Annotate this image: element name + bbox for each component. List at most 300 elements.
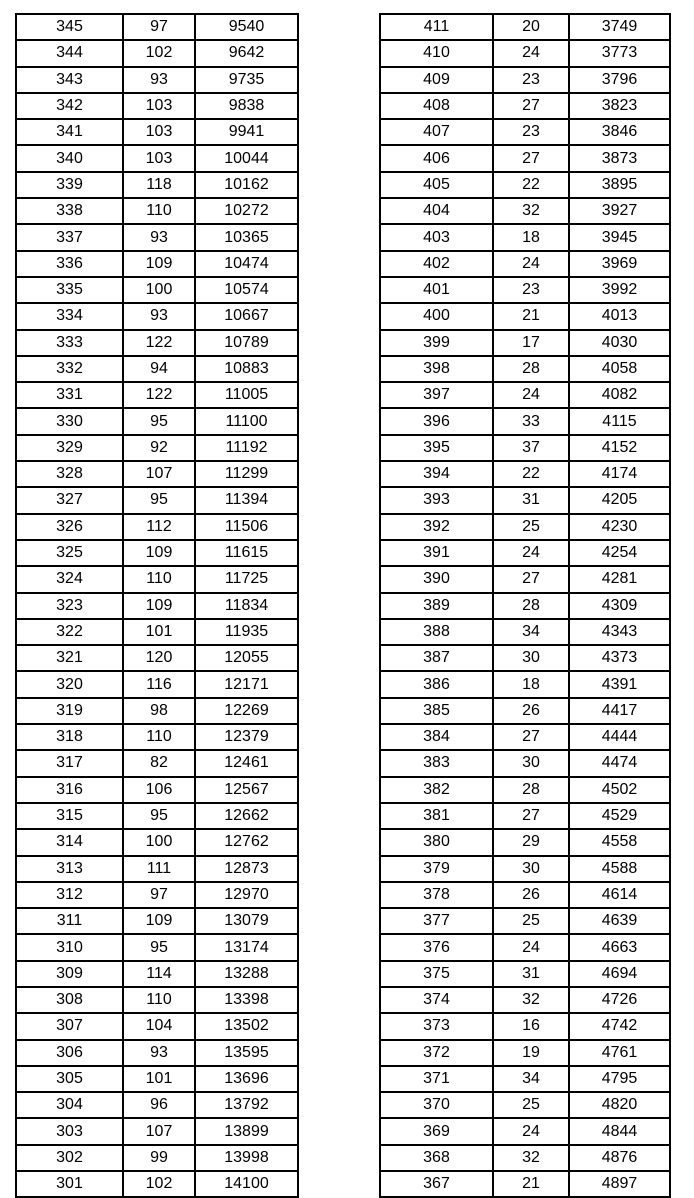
table-row bbox=[16, 1145, 298, 1171]
table-row bbox=[16, 514, 298, 540]
table-row bbox=[16, 408, 298, 434]
table-row bbox=[380, 1040, 670, 1066]
count-cell: 122 bbox=[123, 330, 195, 356]
score-cell: 368 bbox=[380, 1145, 493, 1171]
table-row bbox=[16, 829, 298, 855]
cumulative-cell: 12269 bbox=[195, 698, 298, 724]
cumulative-cell: 12461 bbox=[195, 750, 298, 776]
table-row bbox=[16, 330, 298, 356]
cumulative-cell: 4742 bbox=[569, 1013, 670, 1039]
table-row bbox=[380, 750, 670, 776]
table-row bbox=[16, 382, 298, 408]
cumulative-cell: 12762 bbox=[195, 829, 298, 855]
table-row bbox=[16, 724, 298, 750]
count-cell: 109 bbox=[123, 593, 195, 619]
score-cell: 394 bbox=[380, 461, 493, 487]
table-row bbox=[380, 1145, 670, 1171]
cumulative-cell: 12970 bbox=[195, 882, 298, 908]
table-row bbox=[380, 1013, 670, 1039]
cumulative-cell: 4343 bbox=[569, 619, 670, 645]
count-cell: 101 bbox=[123, 619, 195, 645]
count-cell: 103 bbox=[123, 93, 195, 119]
cumulative-cell: 3895 bbox=[569, 172, 670, 198]
table-row bbox=[380, 1092, 670, 1118]
score-cell: 399 bbox=[380, 330, 493, 356]
table-row bbox=[16, 856, 298, 882]
count-cell: 26 bbox=[493, 698, 569, 724]
score-cell: 373 bbox=[380, 1013, 493, 1039]
table-row bbox=[380, 356, 670, 382]
count-cell: 30 bbox=[493, 645, 569, 671]
cumulative-cell: 4391 bbox=[569, 671, 670, 697]
score-cell: 411 bbox=[380, 14, 493, 40]
count-cell: 25 bbox=[493, 1092, 569, 1118]
table-row bbox=[380, 829, 670, 855]
score-table-left bbox=[15, 13, 299, 1198]
score-cell: 388 bbox=[380, 619, 493, 645]
table-row bbox=[380, 224, 670, 250]
cumulative-cell: 4082 bbox=[569, 382, 670, 408]
cumulative-cell: 11834 bbox=[195, 593, 298, 619]
cumulative-cell: 9642 bbox=[195, 40, 298, 66]
count-cell: 94 bbox=[123, 356, 195, 382]
count-cell: 116 bbox=[123, 671, 195, 697]
score-cell: 341 bbox=[16, 119, 123, 145]
cumulative-cell: 4502 bbox=[569, 777, 670, 803]
score-cell: 311 bbox=[16, 908, 123, 934]
cumulative-cell: 12873 bbox=[195, 856, 298, 882]
cumulative-cell: 3969 bbox=[569, 251, 670, 277]
table-row bbox=[16, 803, 298, 829]
table-row bbox=[380, 198, 670, 224]
score-cell: 407 bbox=[380, 119, 493, 145]
cumulative-cell: 10474 bbox=[195, 251, 298, 277]
cumulative-cell: 13792 bbox=[195, 1092, 298, 1118]
table-row bbox=[380, 514, 670, 540]
score-cell: 378 bbox=[380, 882, 493, 908]
cumulative-cell: 11615 bbox=[195, 540, 298, 566]
cumulative-cell: 10044 bbox=[195, 145, 298, 171]
table-row bbox=[380, 382, 670, 408]
table-row bbox=[16, 1040, 298, 1066]
score-cell: 323 bbox=[16, 593, 123, 619]
table-row bbox=[16, 1092, 298, 1118]
count-cell: 23 bbox=[493, 277, 569, 303]
table-row bbox=[16, 619, 298, 645]
score-cell: 387 bbox=[380, 645, 493, 671]
cumulative-cell: 12379 bbox=[195, 724, 298, 750]
table-row bbox=[380, 856, 670, 882]
table-row bbox=[380, 803, 670, 829]
count-cell: 109 bbox=[123, 251, 195, 277]
count-cell: 27 bbox=[493, 145, 569, 171]
count-cell: 93 bbox=[123, 67, 195, 93]
score-cell: 330 bbox=[16, 408, 123, 434]
score-cell: 306 bbox=[16, 1040, 123, 1066]
table-row bbox=[380, 698, 670, 724]
count-cell: 93 bbox=[123, 224, 195, 250]
table-row bbox=[16, 67, 298, 93]
score-cell: 367 bbox=[380, 1171, 493, 1197]
table-row bbox=[380, 882, 670, 908]
score-cell: 307 bbox=[16, 1013, 123, 1039]
cumulative-cell: 3846 bbox=[569, 119, 670, 145]
cumulative-cell: 4152 bbox=[569, 435, 670, 461]
table-row bbox=[380, 671, 670, 697]
cumulative-cell: 11935 bbox=[195, 619, 298, 645]
score-cell: 372 bbox=[380, 1040, 493, 1066]
count-cell: 19 bbox=[493, 1040, 569, 1066]
count-cell: 122 bbox=[123, 382, 195, 408]
cumulative-cell: 3873 bbox=[569, 145, 670, 171]
score-cell: 304 bbox=[16, 1092, 123, 1118]
count-cell: 25 bbox=[493, 514, 569, 540]
cumulative-cell: 4897 bbox=[569, 1171, 670, 1197]
cumulative-cell: 4030 bbox=[569, 330, 670, 356]
count-cell: 22 bbox=[493, 172, 569, 198]
score-cell: 380 bbox=[380, 829, 493, 855]
count-cell: 25 bbox=[493, 908, 569, 934]
count-cell: 107 bbox=[123, 461, 195, 487]
count-cell: 21 bbox=[493, 303, 569, 329]
cumulative-cell: 4174 bbox=[569, 461, 670, 487]
table-row bbox=[380, 408, 670, 434]
count-cell: 24 bbox=[493, 1118, 569, 1144]
cumulative-cell: 3927 bbox=[569, 198, 670, 224]
score-cell: 301 bbox=[16, 1171, 123, 1197]
count-cell: 27 bbox=[493, 93, 569, 119]
table-row bbox=[380, 14, 670, 40]
cumulative-cell: 3823 bbox=[569, 93, 670, 119]
count-cell: 97 bbox=[123, 14, 195, 40]
table-row bbox=[380, 1171, 670, 1197]
count-cell: 109 bbox=[123, 540, 195, 566]
table-row bbox=[380, 540, 670, 566]
table-row bbox=[16, 14, 298, 40]
cumulative-cell: 4558 bbox=[569, 829, 670, 855]
count-cell: 17 bbox=[493, 330, 569, 356]
count-cell: 107 bbox=[123, 1118, 195, 1144]
score-cell: 408 bbox=[380, 93, 493, 119]
cumulative-cell: 12055 bbox=[195, 645, 298, 671]
score-cell: 396 bbox=[380, 408, 493, 434]
count-cell: 34 bbox=[493, 619, 569, 645]
count-cell: 110 bbox=[123, 724, 195, 750]
table-row bbox=[16, 1066, 298, 1092]
count-cell: 23 bbox=[493, 119, 569, 145]
cumulative-cell: 3945 bbox=[569, 224, 670, 250]
score-cell: 337 bbox=[16, 224, 123, 250]
table-row bbox=[380, 908, 670, 934]
table-row bbox=[16, 961, 298, 987]
table-row bbox=[16, 224, 298, 250]
cumulative-cell: 13899 bbox=[195, 1118, 298, 1144]
count-cell: 110 bbox=[123, 198, 195, 224]
cumulative-cell: 13998 bbox=[195, 1145, 298, 1171]
score-cell: 336 bbox=[16, 251, 123, 277]
score-cell: 321 bbox=[16, 645, 123, 671]
table-row bbox=[16, 566, 298, 592]
count-cell: 16 bbox=[493, 1013, 569, 1039]
cumulative-cell: 3749 bbox=[569, 14, 670, 40]
cumulative-cell: 12567 bbox=[195, 777, 298, 803]
count-cell: 29 bbox=[493, 829, 569, 855]
cumulative-cell: 13079 bbox=[195, 908, 298, 934]
score-cell: 400 bbox=[380, 303, 493, 329]
score-cell: 318 bbox=[16, 724, 123, 750]
table-row bbox=[380, 303, 670, 329]
table-row bbox=[16, 750, 298, 776]
score-cell: 331 bbox=[16, 382, 123, 408]
cumulative-cell: 13174 bbox=[195, 934, 298, 960]
cumulative-cell: 14100 bbox=[195, 1171, 298, 1197]
score-cell: 369 bbox=[380, 1118, 493, 1144]
table-row bbox=[16, 461, 298, 487]
table-row bbox=[16, 908, 298, 934]
cumulative-cell: 4444 bbox=[569, 724, 670, 750]
count-cell: 20 bbox=[493, 14, 569, 40]
count-cell: 23 bbox=[493, 67, 569, 93]
table-row bbox=[380, 330, 670, 356]
cumulative-cell: 4639 bbox=[569, 908, 670, 934]
cumulative-cell: 9540 bbox=[195, 14, 298, 40]
score-cell: 329 bbox=[16, 435, 123, 461]
table-row bbox=[380, 461, 670, 487]
count-cell: 28 bbox=[493, 777, 569, 803]
count-cell: 93 bbox=[123, 1040, 195, 1066]
count-cell: 102 bbox=[123, 1171, 195, 1197]
count-cell: 31 bbox=[493, 961, 569, 987]
count-cell: 109 bbox=[123, 908, 195, 934]
score-cell: 335 bbox=[16, 277, 123, 303]
score-cell: 310 bbox=[16, 934, 123, 960]
cumulative-cell: 4281 bbox=[569, 566, 670, 592]
count-cell: 21 bbox=[493, 1171, 569, 1197]
score-cell: 391 bbox=[380, 540, 493, 566]
cumulative-cell: 4309 bbox=[569, 593, 670, 619]
table-row bbox=[16, 987, 298, 1013]
score-cell: 379 bbox=[380, 856, 493, 882]
table-row bbox=[380, 40, 670, 66]
table-row bbox=[380, 172, 670, 198]
cumulative-cell: 11299 bbox=[195, 461, 298, 487]
score-cell: 324 bbox=[16, 566, 123, 592]
table-row bbox=[380, 67, 670, 93]
table-row bbox=[380, 724, 670, 750]
cumulative-cell: 10883 bbox=[195, 356, 298, 382]
count-cell: 104 bbox=[123, 1013, 195, 1039]
cumulative-cell: 4529 bbox=[569, 803, 670, 829]
score-cell: 397 bbox=[380, 382, 493, 408]
score-cell: 313 bbox=[16, 856, 123, 882]
count-cell: 22 bbox=[493, 461, 569, 487]
cumulative-cell: 4115 bbox=[569, 408, 670, 434]
cumulative-cell: 11394 bbox=[195, 487, 298, 513]
table-row bbox=[380, 987, 670, 1013]
count-cell: 24 bbox=[493, 540, 569, 566]
count-cell: 103 bbox=[123, 145, 195, 171]
count-cell: 112 bbox=[123, 514, 195, 540]
cumulative-cell: 13398 bbox=[195, 987, 298, 1013]
cumulative-cell: 11506 bbox=[195, 514, 298, 540]
cumulative-cell: 9838 bbox=[195, 93, 298, 119]
table-row bbox=[16, 303, 298, 329]
score-cell: 383 bbox=[380, 750, 493, 776]
count-cell: 30 bbox=[493, 750, 569, 776]
table-row bbox=[16, 487, 298, 513]
cumulative-cell: 10365 bbox=[195, 224, 298, 250]
score-cell: 402 bbox=[380, 251, 493, 277]
cumulative-cell: 11100 bbox=[195, 408, 298, 434]
score-cell: 410 bbox=[380, 40, 493, 66]
count-cell: 32 bbox=[493, 1145, 569, 1171]
score-cell: 340 bbox=[16, 145, 123, 171]
count-cell: 98 bbox=[123, 698, 195, 724]
table-row bbox=[16, 777, 298, 803]
cumulative-cell: 4614 bbox=[569, 882, 670, 908]
count-cell: 118 bbox=[123, 172, 195, 198]
count-cell: 110 bbox=[123, 566, 195, 592]
cumulative-cell: 4663 bbox=[569, 934, 670, 960]
count-cell: 100 bbox=[123, 829, 195, 855]
table-row bbox=[16, 540, 298, 566]
table-row bbox=[16, 40, 298, 66]
cumulative-cell: 4417 bbox=[569, 698, 670, 724]
score-cell: 312 bbox=[16, 882, 123, 908]
score-cell: 344 bbox=[16, 40, 123, 66]
cumulative-cell: 4795 bbox=[569, 1066, 670, 1092]
cumulative-cell: 10574 bbox=[195, 277, 298, 303]
table-row bbox=[380, 593, 670, 619]
count-cell: 97 bbox=[123, 882, 195, 908]
table-row bbox=[380, 277, 670, 303]
table-row bbox=[16, 698, 298, 724]
table-row bbox=[16, 1171, 298, 1197]
cumulative-cell: 4254 bbox=[569, 540, 670, 566]
count-cell: 102 bbox=[123, 40, 195, 66]
count-cell: 95 bbox=[123, 487, 195, 513]
score-cell: 334 bbox=[16, 303, 123, 329]
table-row bbox=[16, 277, 298, 303]
count-cell: 106 bbox=[123, 777, 195, 803]
cumulative-cell: 4013 bbox=[569, 303, 670, 329]
score-cell: 395 bbox=[380, 435, 493, 461]
count-cell: 26 bbox=[493, 882, 569, 908]
score-cell: 308 bbox=[16, 987, 123, 1013]
table-row bbox=[16, 593, 298, 619]
cumulative-cell: 13595 bbox=[195, 1040, 298, 1066]
score-cell: 409 bbox=[380, 67, 493, 93]
table-row bbox=[16, 119, 298, 145]
score-cell: 375 bbox=[380, 961, 493, 987]
score-cell: 381 bbox=[380, 803, 493, 829]
table-row bbox=[16, 435, 298, 461]
score-cell: 403 bbox=[380, 224, 493, 250]
table-row bbox=[380, 145, 670, 171]
score-cell: 376 bbox=[380, 934, 493, 960]
score-cell: 327 bbox=[16, 487, 123, 513]
count-cell: 111 bbox=[123, 856, 195, 882]
count-cell: 24 bbox=[493, 934, 569, 960]
count-cell: 82 bbox=[123, 750, 195, 776]
score-cell: 332 bbox=[16, 356, 123, 382]
cumulative-cell: 4373 bbox=[569, 645, 670, 671]
score-table-right bbox=[379, 13, 671, 1198]
score-cell: 374 bbox=[380, 987, 493, 1013]
count-cell: 99 bbox=[123, 1145, 195, 1171]
table-row bbox=[380, 1066, 670, 1092]
score-cell: 401 bbox=[380, 277, 493, 303]
score-cell: 343 bbox=[16, 67, 123, 93]
cumulative-cell: 4205 bbox=[569, 487, 670, 513]
table-row bbox=[16, 645, 298, 671]
score-cell: 390 bbox=[380, 566, 493, 592]
table-row bbox=[16, 198, 298, 224]
cumulative-cell: 13502 bbox=[195, 1013, 298, 1039]
table-row bbox=[380, 487, 670, 513]
count-cell: 31 bbox=[493, 487, 569, 513]
score-cell: 316 bbox=[16, 777, 123, 803]
count-cell: 93 bbox=[123, 303, 195, 329]
table-row bbox=[16, 1013, 298, 1039]
count-cell: 103 bbox=[123, 119, 195, 145]
cumulative-cell: 4474 bbox=[569, 750, 670, 776]
cumulative-cell: 3992 bbox=[569, 277, 670, 303]
score-cell: 392 bbox=[380, 514, 493, 540]
table-row bbox=[16, 356, 298, 382]
cumulative-cell: 12662 bbox=[195, 803, 298, 829]
table-row bbox=[380, 251, 670, 277]
cumulative-cell: 4844 bbox=[569, 1118, 670, 1144]
table-row bbox=[16, 93, 298, 119]
count-cell: 33 bbox=[493, 408, 569, 434]
score-cell: 377 bbox=[380, 908, 493, 934]
cumulative-cell: 3796 bbox=[569, 67, 670, 93]
cumulative-cell: 10667 bbox=[195, 303, 298, 329]
score-cell: 339 bbox=[16, 172, 123, 198]
score-cell: 406 bbox=[380, 145, 493, 171]
cumulative-cell: 11005 bbox=[195, 382, 298, 408]
cumulative-cell: 10272 bbox=[195, 198, 298, 224]
score-cell: 398 bbox=[380, 356, 493, 382]
table-row bbox=[16, 882, 298, 908]
count-cell: 114 bbox=[123, 961, 195, 987]
score-cell: 320 bbox=[16, 671, 123, 697]
count-cell: 92 bbox=[123, 435, 195, 461]
cumulative-cell: 4761 bbox=[569, 1040, 670, 1066]
cumulative-cell: 4876 bbox=[569, 1145, 670, 1171]
table-row bbox=[16, 934, 298, 960]
score-cell: 317 bbox=[16, 750, 123, 776]
score-cell: 319 bbox=[16, 698, 123, 724]
score-cell: 333 bbox=[16, 330, 123, 356]
score-cell: 325 bbox=[16, 540, 123, 566]
count-cell: 120 bbox=[123, 645, 195, 671]
count-cell: 95 bbox=[123, 803, 195, 829]
count-cell: 30 bbox=[493, 856, 569, 882]
cumulative-cell: 4694 bbox=[569, 961, 670, 987]
score-cell: 345 bbox=[16, 14, 123, 40]
score-cell: 315 bbox=[16, 803, 123, 829]
score-cell: 322 bbox=[16, 619, 123, 645]
count-cell: 28 bbox=[493, 356, 569, 382]
score-cell: 326 bbox=[16, 514, 123, 540]
table-row bbox=[380, 566, 670, 592]
count-cell: 34 bbox=[493, 1066, 569, 1092]
count-cell: 27 bbox=[493, 566, 569, 592]
cumulative-cell: 4230 bbox=[569, 514, 670, 540]
table-row bbox=[380, 645, 670, 671]
